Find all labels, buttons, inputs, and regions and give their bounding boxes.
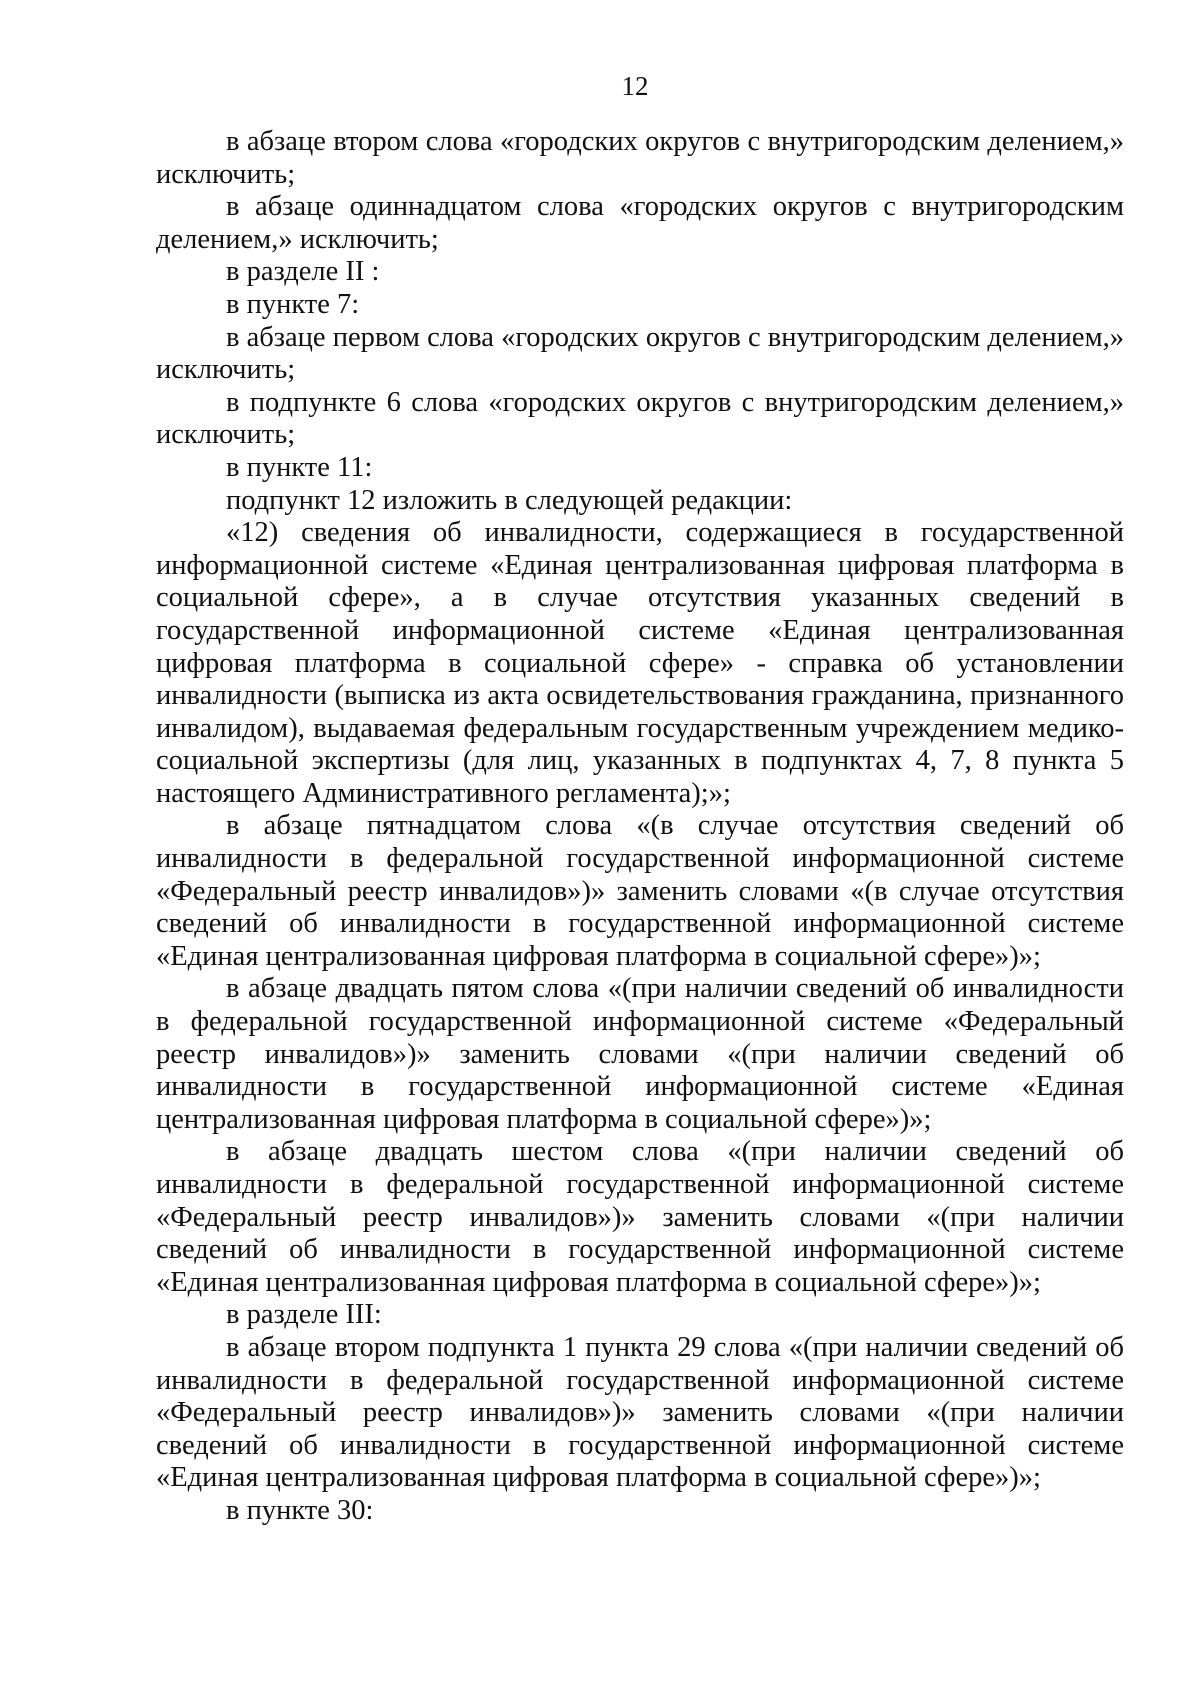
page-number: 12	[621, 71, 649, 101]
paragraph-amend-item29: в абзаце втором подпункта 1 пункта 29 слова «(при наличии сведений об инвалидности в федеральной государственной информационной системе «Федеральный реестр инвалидов»)» заменить словами «(при наличии сведений об инвалидности в государственной информационной системе «Единая централизованная цифровая платформа в социальной сфере»)»;	[156, 1331, 1124, 1494]
paragraph-section-3-heading: в разделе III:	[226, 1299, 382, 1331]
paragraph-item-30-heading: в пункте 30:	[226, 1494, 374, 1526]
paragraph-amend-par2: в абзаце втором слова «городских округов с внутригородским делением,» исключить;	[156, 126, 1124, 190]
paragraph-amend-item7-par1: в абзаце первом слова «городских округов с внутригородским делением,» исключить;	[156, 321, 1124, 386]
paragraph-sub12-text: «12) сведения об инвалидности, содержащиеся в государственной информационной системе «Единая централизованная цифровая платформа в социальной сфере», а в случае отсутствия указанных сведений в государственной информационной системе «Единая централизованная цифровая платформа в социальной сфере» - справка об установлении инвалидности (выписка из акта освидетельствования гражданина, признанного инвалидом), выдаваемая федеральным государственным учреждением медико-социальной экспертизы (для лиц, указанных в подпунктах 4, 7, 8 пункта 5 настоящего Административного регламента);»;	[156, 517, 1124, 809]
paragraph-sub12-intro: подпункт 12 изложить в следующей редакции:	[226, 484, 793, 516]
document-body	[156, 126, 1124, 1528]
paragraph-amend-par11: в абзаце одиннадцатом слова «городских округов с внутригородским делением,» исключить;	[156, 191, 1124, 255]
paragraph-item-11-heading: в пункте 11:	[226, 451, 373, 483]
paragraph-amend-par26: в абзаце двадцать шестом слова «(при наличии сведений об инвалидности в федеральной государственной информационной системе «Федеральный реестр инвалидов»)» заменить словами «(при наличии сведений об инвалидности в государственной информационной системе «Единая централизованная цифровая платформа в социальной сфере»)»;	[156, 1136, 1124, 1298]
paragraph-amend-par15: в абзаце пятнадцатом слова «(в случае отсутствия сведений об инвалидности в федеральной государственной информационной системе «Федеральный реестр инвалидов»)» заменить словами «(в случае отсутствия сведений об инвалидности в государственной информационной системе «Единая централизованная цифровая платформа в социальной сфере»)»;	[156, 810, 1124, 972]
paragraph-amend-par25: в абзаце двадцать пятом слова «(при наличии сведений об инвалидности в федеральной государственной информационной системе «Федеральный реестр инвалидов»)» заменить словами «(при наличии сведений об инвалидности в государственной информационной системе «Единая централизованная цифровая платформа в социальной сфере»)»;	[156, 973, 1124, 1135]
paragraph-section-2-heading: в разделе II :	[226, 256, 380, 288]
paragraph-item-7-heading: в пункте 7:	[226, 288, 360, 320]
paragraph-amend-item7-sub6: в подпункте 6 слова «городских округов с внутригородским делением,» исключить;	[156, 386, 1124, 451]
